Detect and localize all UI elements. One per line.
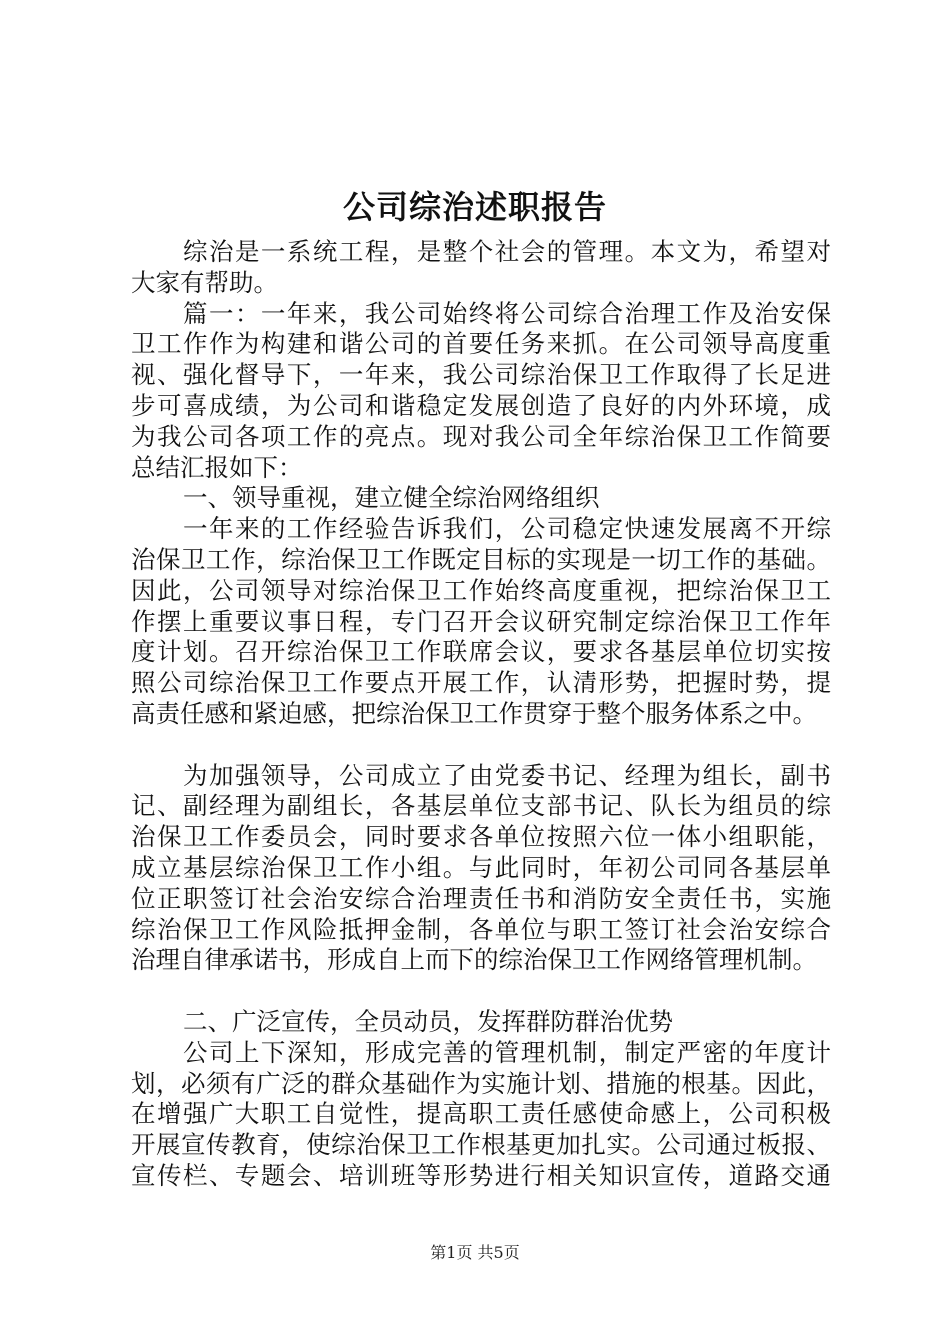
page-footer: 第1页 共5页 <box>430 1243 520 1262</box>
text-line: 治保卫工作，综治保卫工作既定目标的实现是一切工作的基础。 <box>131 544 831 574</box>
text-line: 综治是一系统工程，是整个社会的管理。本文为，希望对 <box>183 237 831 266</box>
text-line: 照公司综治保卫工作要点开展工作，认清形势，把握时势，提 <box>131 668 831 698</box>
document-body <box>131 237 831 1192</box>
text-line: 视、强化督导下，一年来，我公司综治保卫工作取得了长足进 <box>131 360 831 390</box>
text-line: 宣传栏、专题会、培训班等形势进行相关知识宣传，道路交通 <box>131 1160 831 1190</box>
text-line: 为我公司各项工作的亮点。现对我公司全年综治保卫工作简要 <box>131 421 831 451</box>
text-line: 作摆上重要议事日程，专门召开会议研究制定综治保卫工作年 <box>131 606 831 636</box>
paragraph-spacer <box>131 976 831 1007</box>
section-heading: 一、领导重视，建立健全综治网络组织 <box>183 483 600 513</box>
text-line: 在增强广大职工自觉性，提高职工责任感使命感上，公司积极 <box>131 1099 831 1129</box>
text-line: 步可喜成绩，为公司和谐稳定发展创造了良好的内外环境，成 <box>131 390 831 420</box>
text-line: 治保卫工作委员会，同时要求各单位按照六位一体小组职能， <box>131 822 831 852</box>
text-line: 度计划。召开综治保卫工作联席会议，要求各基层单位切实按 <box>131 637 831 667</box>
text-line: 篇一：一年来，我公司始终将公司综合治理工作及治安保 <box>183 298 831 328</box>
text-line: 成立基层综治保卫工作小组。与此同时，年初公司同各基层单 <box>131 852 831 882</box>
text-line: 高责任感和紧迫感，把综治保卫工作贯穿于整个服务体系之中。 <box>131 698 817 728</box>
text-line: 一年来的工作经验告诉我们，公司稳定快速发展离不开综 <box>183 514 831 544</box>
section-heading: 二、广泛宣传，全员动员，发挥群防群治优势 <box>183 1006 673 1036</box>
text-line: 因此，公司领导对综治保卫工作始终高度重视，把综治保卫工 <box>131 575 831 605</box>
document-title: 公司综治述职报告 <box>342 188 607 226</box>
text-line: 卫工作作为构建和谐公司的首要任务来抓。在公司领导高度重 <box>131 329 831 359</box>
text-line: 大家有帮助。 <box>131 267 278 297</box>
paragraph-spacer <box>131 730 831 761</box>
text-line: 公司上下深知，形成完善的管理机制，制定严密的年度计 <box>183 1037 831 1067</box>
text-line: 划，必须有广泛的群众基础作为实施计划、措施的根基。因此， <box>131 1068 831 1098</box>
text-line: 位正职签订社会治安综合治理责任书和消防安全责任书，实施 <box>131 883 831 913</box>
text-line: 记、副经理为副组长，各基层单位支部书记、队长为组员的综 <box>131 791 831 821</box>
text-line: 为加强领导，公司成立了由党委书记、经理为组长，副书 <box>183 760 831 790</box>
text-line: 总结汇报如下： <box>131 452 303 482</box>
text-line: 综治保卫工作风险抵押金制，各单位与职工签订社会治安综合 <box>131 914 831 944</box>
text-line: 治理自律承诺书，形成自上而下的综治保卫工作网络管理机制。 <box>131 945 817 975</box>
text-line: 开展宣传教育，使综治保卫工作根基更加扎实。公司通过板报、 <box>131 1130 831 1160</box>
